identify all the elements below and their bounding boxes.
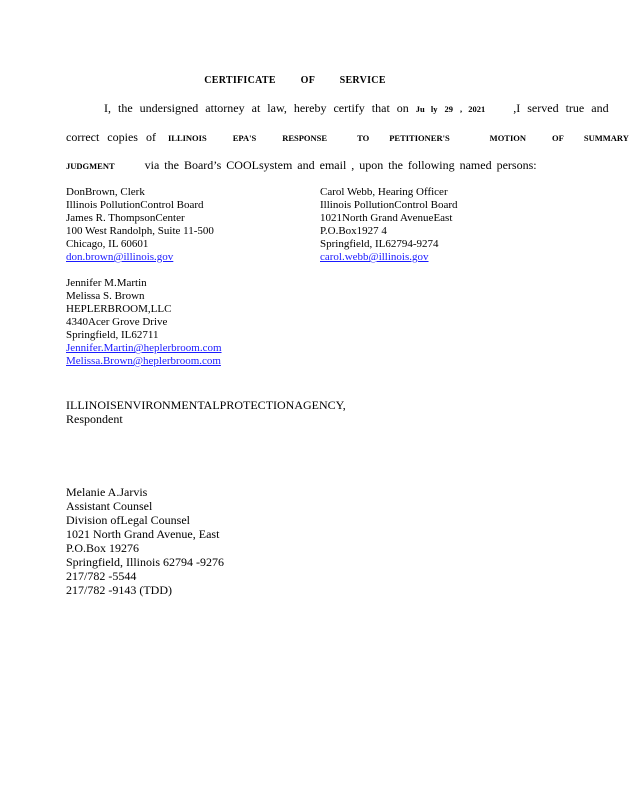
agency-name: ILLINOISENVIRONMENTALPROTECTIONAGENCY,: [66, 398, 346, 412]
doc-word-to: TO: [357, 133, 370, 143]
signer-city: Springfield, Illinois 62794 -9276: [66, 555, 224, 569]
recipient-block-hearing-officer: [320, 186, 458, 264]
doc-word-response: RESPONSE: [282, 133, 328, 143]
recipient-line: DonBrown, Clerk: [66, 186, 145, 198]
recipient-line: 100 West Randolph, Suite 11-500: [66, 225, 214, 237]
agency-block: [66, 398, 346, 426]
recipient-line: James R. ThompsonCenter: [66, 212, 185, 224]
doc-word-epas: EPA'S: [232, 133, 257, 143]
signer-division: Division ofLegal Counsel: [66, 513, 190, 527]
recipient-line: Chicago, IL 60601: [66, 238, 149, 250]
doc-word-summary: SUMMARY: [583, 133, 629, 143]
signer-phone: 217/782 -5544: [66, 569, 137, 583]
service-date-month: Ju ly: [415, 104, 438, 114]
recipient-line: HEPLERBROOM,LLC: [66, 303, 172, 315]
agency-role: Respondent: [66, 412, 123, 426]
signer-street: 1021 North Grand Avenue, East: [66, 527, 220, 541]
recipient-line: 1021North Grand AvenueEast: [320, 212, 453, 224]
recipient-line: Melissa S. Brown: [66, 290, 145, 302]
signer-title: Assistant Counsel: [66, 499, 153, 513]
signer-po-box: P.O.Box 19276: [66, 541, 140, 555]
recipient-line: P.O.Box1927 4: [320, 225, 387, 237]
signature-block: [66, 485, 224, 597]
line2-lead: correct copies of: [66, 130, 156, 144]
certification-line-1: [104, 101, 609, 116]
email-link-jennifer-martin[interactable]: Jennifer.Martin@heplerbroom.com: [66, 342, 222, 354]
doc-word-motion: MOTION: [489, 133, 527, 143]
doc-word-illinois: ILLINOIS: [167, 133, 207, 143]
certification-line-2: [66, 130, 629, 145]
recipient-block-heplerbroom: [66, 277, 222, 368]
certification-tail: ,I served true and: [513, 101, 609, 115]
email-link-melissa-brown[interactable]: Melissa.Brown@heplerbroom.com: [66, 355, 221, 367]
recipient-line: Carol Webb, Hearing Officer: [320, 186, 448, 198]
certification-lead: I, the undersigned attorney at law, hereby certify that on: [104, 101, 409, 115]
recipient-line: Jennifer M.Martin: [66, 277, 147, 289]
recipient-line: Springfield, IL62794-9274: [320, 238, 439, 250]
line3-tail: via the Board’s COOLsystem and email , upon the following named persons:: [144, 158, 537, 172]
service-date-year: , 2021: [460, 104, 486, 114]
recipient-line: Springfield, IL62711: [66, 329, 159, 341]
recipient-line: Illinois PollutionControl Board: [66, 199, 204, 211]
document-title: CERTIFICATE OF SERVICE: [204, 75, 386, 86]
doc-word-of: OF: [552, 133, 564, 143]
certification-line-3: [66, 158, 537, 173]
recipient-line: 4340Acer Grove Drive: [66, 316, 168, 328]
recipient-block-clerk: [66, 186, 214, 264]
recipient-line: Illinois PollutionControl Board: [320, 199, 458, 211]
email-link-carol-webb[interactable]: carol.webb@illinois.gov: [320, 251, 429, 263]
email-link-don-brown[interactable]: don.brown@illinois.gov: [66, 251, 174, 263]
signer-tdd: 217/782 -9143 (TDD): [66, 583, 172, 597]
doc-word-judgment: JUDGMENT: [66, 161, 115, 171]
service-date-day: 29: [444, 104, 454, 114]
doc-word-petitioners: PETITIONER'S: [389, 133, 450, 143]
signer-name: Melanie A.Jarvis: [66, 485, 148, 499]
